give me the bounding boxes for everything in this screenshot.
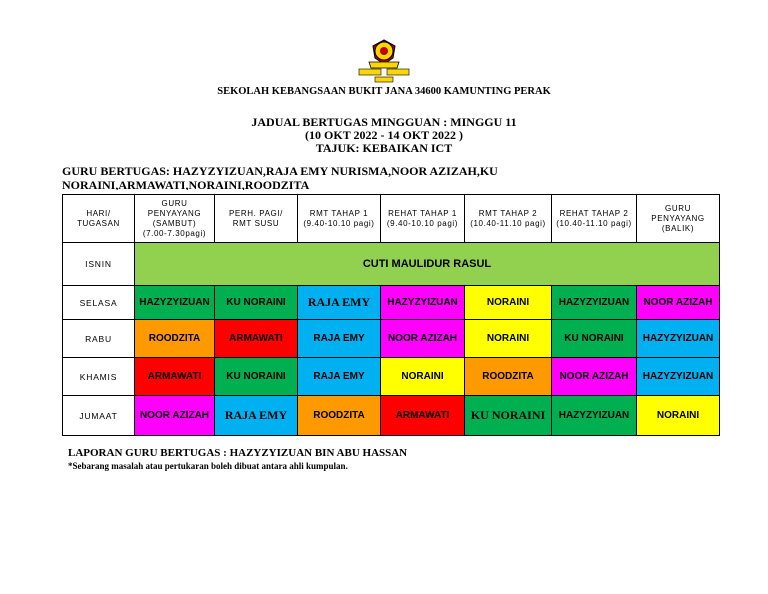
- column-header-line: (10.40-11.10 pagi): [556, 218, 632, 228]
- duty-cell: ROODZITA: [298, 396, 381, 436]
- day-cell: ISNIN: [63, 243, 135, 286]
- column-header-line: GURU: [665, 203, 691, 213]
- holiday-cell: CUTI MAULIDUR RASUL: [135, 243, 720, 286]
- duty-cell: NORAINI: [637, 396, 720, 436]
- column-header: [135, 195, 215, 243]
- duty-cell: HAZYZYIZUAN: [637, 320, 720, 358]
- column-header-line: REHAT TAHAP 1: [388, 208, 457, 218]
- duty-cell: HAZYZYIZUAN: [637, 358, 720, 396]
- report-teacher: LAPORAN GURU BERTUGAS : HAZYZYIZUAN BIN ABU HASSAN: [68, 447, 408, 459]
- duty-cell: NORAINI: [381, 358, 465, 396]
- duty-cell: HAZYZYIZUAN: [552, 286, 637, 320]
- duty-cell: KU NORAINI: [215, 286, 298, 320]
- column-header: [552, 195, 637, 243]
- school-crest-logo: [355, 38, 413, 84]
- column-header-line: RMT TAHAP 2: [478, 208, 538, 218]
- column-header-line: REHAT TAHAP 2: [559, 208, 629, 218]
- duty-cell: RAJA EMY: [215, 396, 298, 436]
- column-header-line: GURU: [161, 198, 188, 208]
- column-header-line: (10.40-11.10 pagi): [470, 218, 546, 228]
- duty-cell: ARMAWATI: [381, 396, 465, 436]
- duty-cell: NORAINI: [465, 286, 552, 320]
- column-header-line: RMT SUSU: [232, 218, 280, 228]
- column-header: [465, 195, 552, 243]
- khamis-row: [63, 358, 720, 396]
- duty-cell: NOOR AZIZAH: [135, 396, 215, 436]
- schedule-topic: TAJUK: KEBAIKAN ICT: [315, 141, 453, 155]
- duty-cell: KU NORAINI: [465, 396, 552, 436]
- column-header-line: (SAMBUT): [152, 218, 197, 228]
- isnin-row: [63, 243, 720, 286]
- column-header-line: (9.40-10.10 pagi): [386, 218, 459, 228]
- duty-teachers: [62, 164, 502, 190]
- column-header-line: RMT TAHAP 1: [309, 208, 369, 218]
- duty-cell: ARMAWATI: [135, 358, 215, 396]
- column-header-line: HARI/: [86, 208, 111, 218]
- header-row: [63, 195, 720, 243]
- column-header-line: (7.00-7.30pagi): [142, 228, 207, 238]
- duty-teachers-line-2: NORAINI,ARMAWATI,NORAINI,ROODZITA: [62, 178, 310, 190]
- schedule-title: JADUAL BERTUGAS MINGGUAN : MINGGU 11: [251, 115, 517, 129]
- duty-roster-table: [62, 194, 720, 436]
- footnote: *Sebarang masalah atau pertukaran boleh dibuat antara ahli kumpulan.: [68, 461, 348, 471]
- duty-cell: NOOR AZIZAH: [637, 286, 720, 320]
- duty-cell: HAZYZYIZUAN: [135, 286, 215, 320]
- duty-cell: HAZYZYIZUAN: [552, 396, 637, 436]
- schedule-dates: (10 OKT 2022 - 14 OKT 2022 ): [305, 128, 463, 142]
- duty-cell: KU NORAINI: [552, 320, 637, 358]
- school-name: SEKOLAH KEBANGSAAN BUKIT JANA 34600 KAMUNTING PERAK: [217, 86, 551, 97]
- column-header-line: TUGASAN: [77, 218, 120, 228]
- day-cell: RABU: [63, 320, 135, 358]
- duty-cell: KU NORAINI: [215, 358, 298, 396]
- duty-cell: NOOR AZIZAH: [381, 320, 465, 358]
- day-cell: KHAMIS: [63, 358, 135, 396]
- column-header: [215, 195, 298, 243]
- column-header-line: (BALIK): [661, 223, 695, 233]
- duty-cell: RAJA EMY: [298, 358, 381, 396]
- duty-cell: NOOR AZIZAH: [552, 358, 637, 396]
- rabu-row: [63, 320, 720, 358]
- duty-cell: RAJA EMY: [298, 320, 381, 358]
- jumaat-row: [63, 396, 720, 436]
- duty-teachers-line-1: GURU BERTUGAS: HAZYZYIZUAN,RAJA EMY NURISMA,NOOR AZIZAH,KU: [62, 164, 498, 178]
- column-header-line: PERH. PAGI/: [228, 208, 284, 218]
- day-cell: JUMAAT: [63, 396, 135, 436]
- duty-cell: ROODZITA: [135, 320, 215, 358]
- column-header: [381, 195, 465, 243]
- column-header-line: PENYAYANG: [147, 208, 202, 218]
- duty-cell: NORAINI: [465, 320, 552, 358]
- day-cell: SELASA: [63, 286, 135, 320]
- column-header-line: PENYAYANG: [651, 213, 705, 223]
- column-header: [637, 195, 720, 243]
- selasa-row: [63, 286, 720, 320]
- duty-cell: HAZYZYIZUAN: [381, 286, 465, 320]
- column-header: [298, 195, 381, 243]
- duty-cell: ROODZITA: [465, 358, 552, 396]
- duty-cell: RAJA EMY: [298, 286, 381, 320]
- column-header-line: (9.40-10.10 pagi): [303, 218, 375, 228]
- column-header: [63, 195, 135, 243]
- duty-cell: ARMAWATI: [215, 320, 298, 358]
